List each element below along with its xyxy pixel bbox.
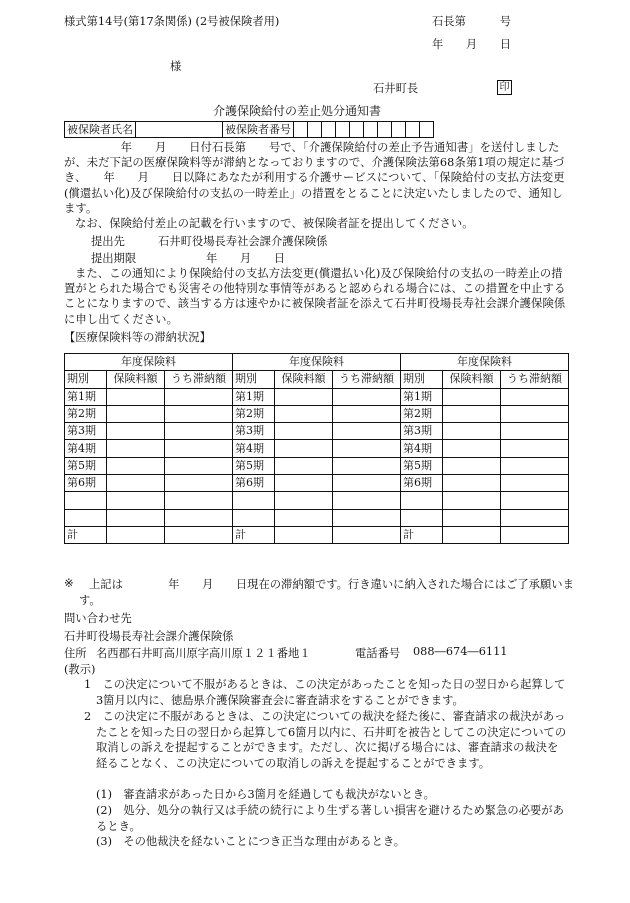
period-label: 第3期 xyxy=(401,423,443,440)
arrears-heading: 【医療保険料等の滞納状況】 xyxy=(64,331,211,344)
insured-number-digit xyxy=(392,122,406,138)
arrears-cell xyxy=(501,440,569,457)
arrears-cell xyxy=(501,405,569,422)
table-row xyxy=(65,423,569,440)
submit-to-label: 提出先 xyxy=(91,235,125,248)
col-arrears-header: うち滞納額 xyxy=(333,371,401,388)
document-date: 年 月 日 xyxy=(432,38,512,51)
table-row xyxy=(65,509,569,526)
period-label: 第4期 xyxy=(401,440,443,457)
contact-heading: 問い合わせ先 xyxy=(64,612,132,625)
table-row xyxy=(65,475,569,492)
insured-number-digit xyxy=(378,122,392,138)
note-text: 上記は 年 月 日現在の滞納額です。行き違いに納入された場合にはご了承願います。 xyxy=(79,578,574,607)
col-amount-header: 保険料額 xyxy=(443,371,501,388)
arrears-cell xyxy=(165,423,233,440)
instruction-subitem-2: (2) 処分、処分の執行又は手続の続行により生ずる著しい損害を避けるため緊急の必要があるとき。 xyxy=(96,804,564,833)
arrears-cell xyxy=(333,526,401,543)
period-label: 第4期 xyxy=(233,440,275,457)
instruction-item-1: 1 この決定について不服があるときは、この決定があったことを知った日の翌日から起算して3箇月以内に、徳島県介護保険審査会に審査請求をすることができます。 xyxy=(84,678,566,707)
period-label: 第5期 xyxy=(233,457,275,474)
insured-name-label: 被保険者氏名 xyxy=(65,122,136,138)
submit-to-value: 石井町役場長寿社会課介護保険係 xyxy=(158,235,328,248)
arrears-cell xyxy=(501,475,569,492)
period-label: 第3期 xyxy=(65,423,107,440)
instruction-heading: (教示) xyxy=(64,663,96,676)
arrears-cell xyxy=(165,405,233,422)
amount-cell xyxy=(275,423,333,440)
arrears-cell xyxy=(165,526,233,543)
arrears-cell xyxy=(333,423,401,440)
amount-cell xyxy=(275,475,333,492)
amount-cell xyxy=(275,405,333,422)
address-label: 住所 xyxy=(64,647,87,660)
body-paragraph-2: なお、保険給付差止の記載を行いますので、被保険者証を提出してください。 xyxy=(75,217,474,230)
period-label: 第1期 xyxy=(233,388,275,405)
table-row xyxy=(65,457,569,474)
period-label: 第6期 xyxy=(233,475,275,492)
issuer-name: 石井町長 xyxy=(373,82,419,95)
body-paragraph-3: また、この通知により保険給付の支払方法変更(償還払い化)及び保険給付の支払の一時差止の措置がとられた場合でも災害その他特別な事情等があると認められる場合には、この措置を中止することになりますので、該当する方は速やかに被保険者証を添えて石井町役場長寿社会課介護保険係に申し出てください。 xyxy=(64,267,566,326)
amount-cell xyxy=(275,388,333,405)
amount-cell xyxy=(107,423,165,440)
table-row xyxy=(65,440,569,457)
phone-label: 電話番号 xyxy=(355,647,401,660)
deadline-label: 提出期限 xyxy=(91,252,137,265)
amount-cell xyxy=(275,440,333,457)
arrears-cell xyxy=(501,526,569,543)
insured-number-digit xyxy=(336,122,350,138)
seal-mark: 印 xyxy=(497,80,512,95)
instruction-subitem-1: (1) 審査請求があった日から3箇月を経過しても裁決がないとき。 xyxy=(96,788,435,801)
insured-number-label: 被保険者番号 xyxy=(223,122,294,138)
insured-name-cell xyxy=(136,122,223,138)
insured-number-digit xyxy=(420,122,434,138)
amount-cell xyxy=(443,388,501,405)
col-amount-header: 保険料額 xyxy=(275,371,333,388)
insured-number-digit xyxy=(322,122,336,138)
period-label: 第5期 xyxy=(401,457,443,474)
period-label: 第1期 xyxy=(401,388,443,405)
period-label: 第5期 xyxy=(65,457,107,474)
address-value: 名西郡石井町高川原字高川原１２１番地１ xyxy=(96,647,311,660)
arrears-table xyxy=(64,353,569,544)
total-label: 計 xyxy=(65,526,107,543)
period-label: 第1期 xyxy=(65,388,107,405)
amount-cell xyxy=(443,457,501,474)
col-amount-header: 保険料額 xyxy=(107,371,165,388)
arrears-cell xyxy=(501,457,569,474)
recipient-suffix: 様 xyxy=(170,60,182,73)
period-label: 第4期 xyxy=(65,440,107,457)
insured-number-digit xyxy=(350,122,364,138)
amount-cell xyxy=(107,388,165,405)
year-header: 年度保険料 xyxy=(401,354,569,371)
amount-cell xyxy=(107,440,165,457)
col-arrears-header: うち滞納額 xyxy=(165,371,233,388)
period-label: 第2期 xyxy=(65,405,107,422)
document-number: 石長第 号 xyxy=(432,15,512,28)
arrears-cell xyxy=(501,388,569,405)
amount-cell xyxy=(443,526,501,543)
insured-number-digit xyxy=(294,122,308,138)
document-title: 介護保険給付の差止処分通知書 xyxy=(213,104,382,118)
arrears-cell xyxy=(165,440,233,457)
amount-cell xyxy=(275,457,333,474)
col-period-header: 期別 xyxy=(65,371,107,388)
arrears-cell xyxy=(333,457,401,474)
table-row xyxy=(65,405,569,422)
total-row xyxy=(65,526,569,543)
amount-cell xyxy=(443,440,501,457)
col-period-header: 期別 xyxy=(401,371,443,388)
arrears-cell xyxy=(165,388,233,405)
total-label: 計 xyxy=(401,526,443,543)
period-label: 第6期 xyxy=(401,475,443,492)
amount-cell xyxy=(107,457,165,474)
period-label: 第3期 xyxy=(233,423,275,440)
col-arrears-header: うち滞納額 xyxy=(501,371,569,388)
amount-cell xyxy=(443,423,501,440)
arrears-cell xyxy=(333,388,401,405)
insured-number-digit xyxy=(308,122,322,138)
amount-cell xyxy=(275,526,333,543)
arrears-cell xyxy=(333,475,401,492)
instruction-subitem-3: (3) その他裁決を経ないことにつき正当な理由があるとき。 xyxy=(96,835,406,848)
amount-cell xyxy=(443,405,501,422)
deadline-value: 年 月 日 xyxy=(206,252,286,265)
body-paragraph-1: 年 月 日付石長第 号で、「介護保険給付の差止予告通知書」を送付しましたが、未だ下記の医療保険料等が滞納となっておりますので、介護保険法第68条第1項の規定に基づき、 年 月 日以降にあなたが利用する介護サービスについて、「保険給付の支払方法変更(償還払い化)及び保険給付の支払の一時差止」の措置をとることに決定いたしましたので、通知します。 xyxy=(64,141,565,215)
table-row xyxy=(65,388,569,405)
phone-value: 088―674―6111 xyxy=(413,645,508,658)
amount-cell xyxy=(107,475,165,492)
arrears-cell xyxy=(333,405,401,422)
insured-id-table xyxy=(64,121,434,138)
period-label: 第2期 xyxy=(233,405,275,422)
col-period-header: 期別 xyxy=(233,371,275,388)
arrears-cell xyxy=(333,440,401,457)
table-row xyxy=(65,492,569,509)
year-header: 年度保険料 xyxy=(233,354,401,371)
arrears-cell xyxy=(165,475,233,492)
year-header: 年度保険料 xyxy=(65,354,233,371)
contact-office: 石井町役場長寿社会課介護保険係 xyxy=(64,630,234,643)
period-label: 第6期 xyxy=(65,475,107,492)
period-label: 第2期 xyxy=(401,405,443,422)
insured-number-digit xyxy=(406,122,420,138)
amount-cell xyxy=(107,405,165,422)
arrears-cell xyxy=(501,423,569,440)
total-label: 計 xyxy=(233,526,275,543)
note-mark: ※ xyxy=(64,577,74,590)
instruction-item-2: 2 この決定に不服があるときは、この決定についての裁決を経た後に、審査請求の裁決があったことを知った日の翌日から起算して6箇月以内に、石井町を被告としてこの決定についての取消しの訴えを提起することができます。ただし、次に掲げる場合には、審査請求の裁決を経ることなく、この決定についての取消しの訴えを提起することができます。 xyxy=(84,710,567,770)
amount-cell xyxy=(443,475,501,492)
form-number: 様式第14号(第17条関係) (2号被保険者用) xyxy=(64,15,280,28)
arrears-cell xyxy=(165,457,233,474)
insured-number-digit xyxy=(364,122,378,138)
amount-cell xyxy=(107,526,165,543)
